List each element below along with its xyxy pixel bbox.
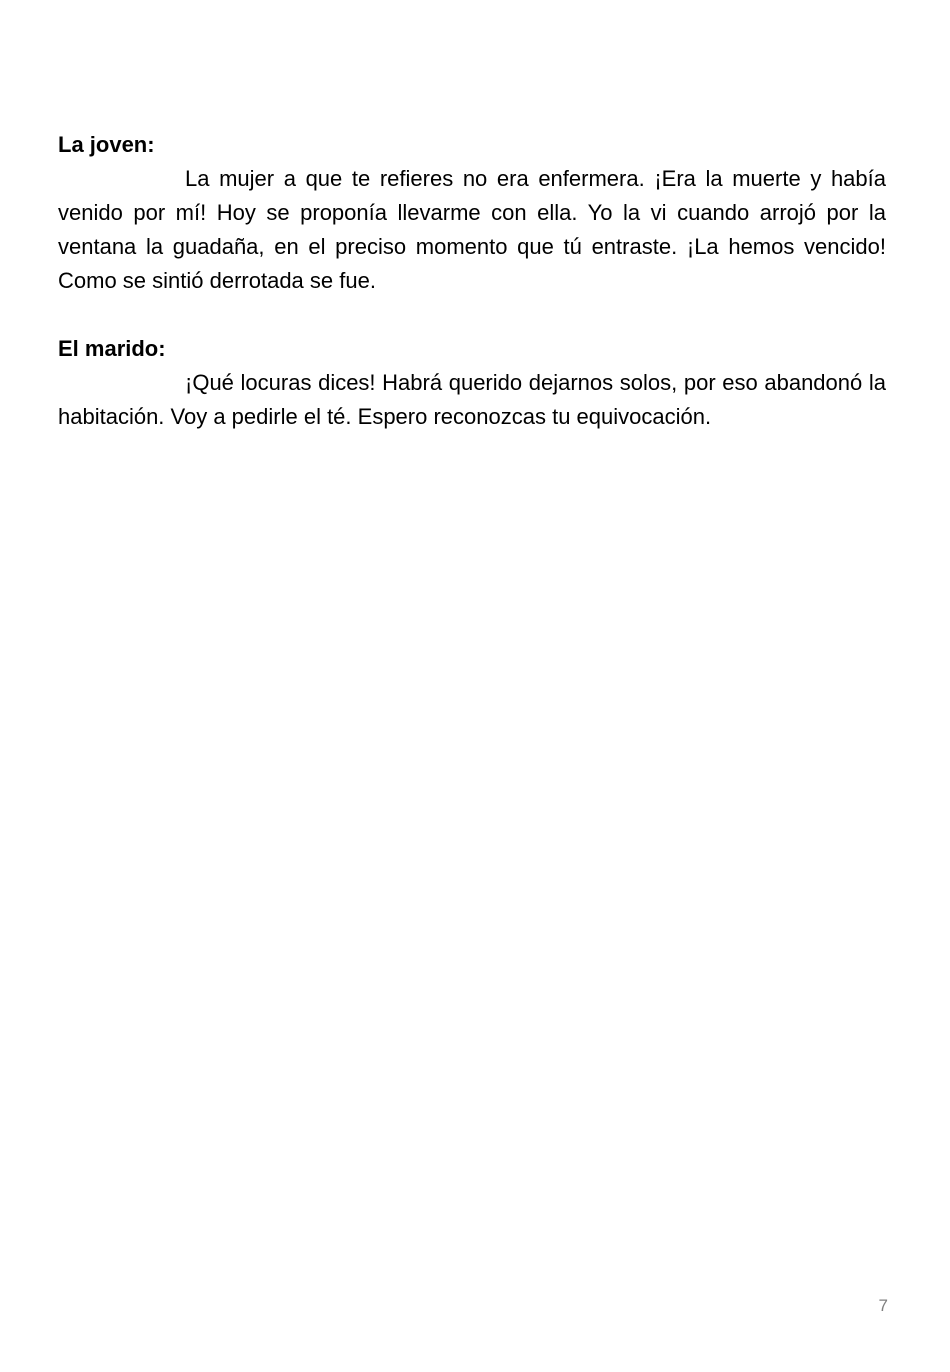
speech-text: La mujer a que te refieres no era enfermera. ¡Era la muerte y había venido por mí! Hoy se proponía llevarme con ella. Yo la vi cuando arrojó por la ventana la guadaña, en el preciso momento que tú entraste. ¡La hemos vencido! Como se sintió derrotada se fue. bbox=[58, 166, 886, 293]
speaker-name: El marido: bbox=[58, 336, 166, 361]
dialogue-block-husband bbox=[58, 332, 886, 434]
speech-text: ¡Qué locuras dices! Habrá querido dejarnos solos, por eso abandonó la habitación. Voy a pedirle el té. Espero reconozcas tu equivocación. bbox=[58, 370, 886, 429]
page-content bbox=[58, 128, 886, 434]
page-number: 7 bbox=[878, 1296, 888, 1315]
dialogue-block-young-woman bbox=[58, 128, 886, 298]
speaker-name: La joven: bbox=[58, 132, 155, 157]
